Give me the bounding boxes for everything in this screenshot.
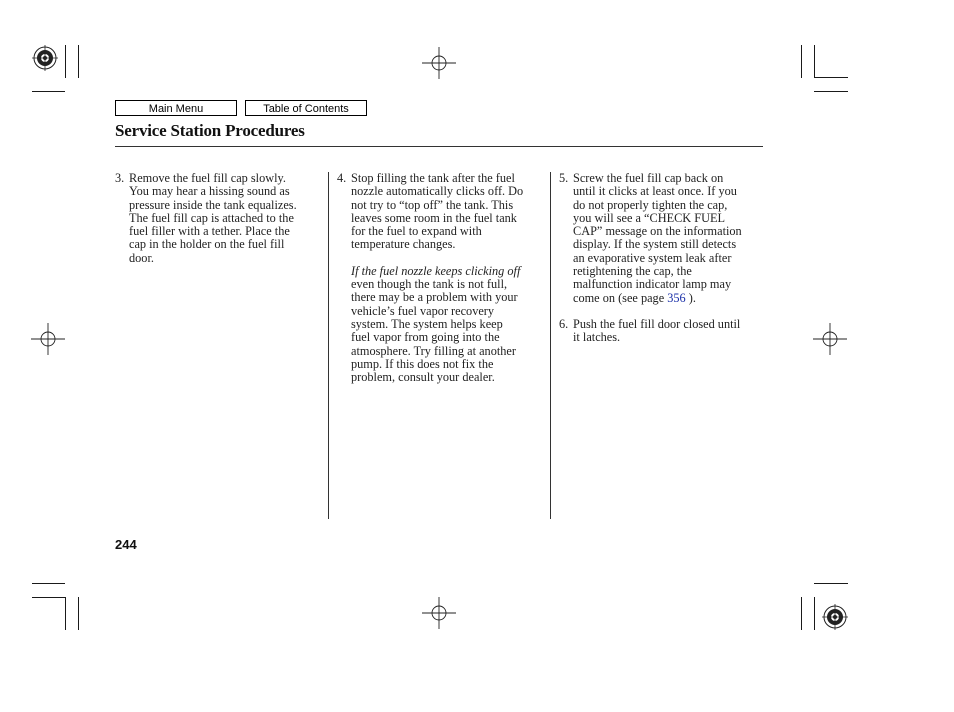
text-line: pressure inside the tank equalizes. — [129, 197, 297, 212]
text-line: atmosphere. Try filling at another — [351, 343, 516, 358]
crosshair-right-icon — [813, 323, 847, 355]
registration-mark-bottom-right-icon — [820, 602, 852, 634]
title-rule — [115, 146, 763, 147]
crop-mark — [32, 583, 65, 584]
column-1 — [115, 172, 325, 265]
note-heading: If the fuel nozzle keeps clicking off — [351, 263, 521, 278]
crop-mark — [32, 597, 65, 598]
text-line: nozzle automatically clicks off. Do — [351, 184, 524, 199]
text-fragment: come on (see page — [573, 290, 668, 305]
text-line: leaves some room in the fuel tank — [351, 210, 517, 225]
step-number: 3. — [115, 171, 125, 185]
text-line: you will see a “CHECK FUEL — [573, 210, 725, 225]
crosshair-top-icon — [422, 47, 456, 79]
text-line: there may be a problem with your — [351, 290, 518, 305]
text-line-with-link — [573, 292, 769, 305]
text-line: Push the fuel fill door closed until — [573, 316, 741, 331]
step-5 — [559, 172, 769, 305]
page-356-link[interactable]: 356 — [667, 290, 686, 305]
text-line: Stop filling the tank after the fuel — [351, 171, 515, 185]
paragraph-gap — [351, 252, 547, 265]
text-line: an evaporative system leak after — [573, 250, 732, 265]
crop-mark — [78, 45, 79, 78]
page-number: 244 — [115, 537, 137, 552]
text-line: pump. If this does not fix the — [351, 356, 494, 371]
text-line: The fuel fill cap is attached to the — [129, 210, 294, 225]
text-line: for the fuel to expand with — [351, 224, 482, 239]
crop-mark — [814, 45, 815, 78]
text-line: display. If the system still detects — [573, 237, 737, 252]
crop-mark — [814, 77, 848, 78]
crosshair-left-icon — [31, 323, 65, 355]
text-line: temperature changes. — [351, 237, 456, 252]
crop-mark — [814, 597, 815, 630]
text-line: not try to “top off” the tank. This — [351, 197, 514, 212]
crop-mark — [814, 91, 848, 92]
text-line: Screw the fuel fill cap back on — [573, 171, 724, 185]
text-line: even though the tank is not full, — [351, 277, 508, 292]
text-line: problem, consult your dealer. — [351, 370, 495, 385]
page-title: Service Station Procedures — [115, 121, 305, 140]
text-line: fuel filler with a tether. Place the — [129, 224, 290, 239]
column-3 — [559, 172, 769, 345]
text-fragment: ). — [685, 290, 696, 305]
text-line: until it clicks at least once. If you — [573, 184, 737, 199]
crop-mark — [32, 91, 65, 92]
step-6 — [559, 318, 769, 345]
text-line: malfunction indicator lamp may — [573, 277, 732, 292]
text-line: retightening the cap, the — [573, 264, 692, 279]
text-line: CAP” message on the information — [573, 224, 742, 239]
text-line: vehicle’s fuel vapor recovery — [351, 303, 495, 318]
step-number: 6. — [559, 316, 569, 331]
crosshair-bottom-icon — [422, 597, 456, 629]
step-4 — [337, 172, 547, 384]
text-line: door. — [129, 250, 154, 265]
step-number: 4. — [337, 171, 347, 185]
table-of-contents-button[interactable]: Table of Contents — [245, 100, 367, 116]
step-3 — [115, 172, 325, 265]
column-2 — [337, 172, 547, 384]
column-divider — [328, 172, 329, 519]
text-line: system. The system helps keep — [351, 316, 503, 331]
crop-mark — [65, 45, 66, 78]
crop-mark — [78, 597, 79, 630]
crop-mark — [814, 583, 848, 584]
text-line: it latches. — [573, 330, 621, 345]
crop-mark — [801, 597, 802, 630]
column-divider — [550, 172, 551, 519]
text-line: You may hear a hissing sound as — [129, 184, 290, 199]
registration-mark-top-left-icon — [30, 44, 64, 76]
main-menu-button[interactable]: Main Menu — [115, 100, 237, 116]
text-line: Remove the fuel fill cap slowly. — [129, 171, 286, 185]
crop-mark — [801, 45, 802, 78]
text-line: do not properly tighten the cap, — [573, 197, 728, 212]
step-number: 5. — [559, 171, 569, 185]
text-line: fuel vapor from going into the — [351, 330, 500, 345]
text-line: cap in the holder on the fuel fill — [129, 237, 285, 252]
crop-mark — [65, 597, 66, 630]
